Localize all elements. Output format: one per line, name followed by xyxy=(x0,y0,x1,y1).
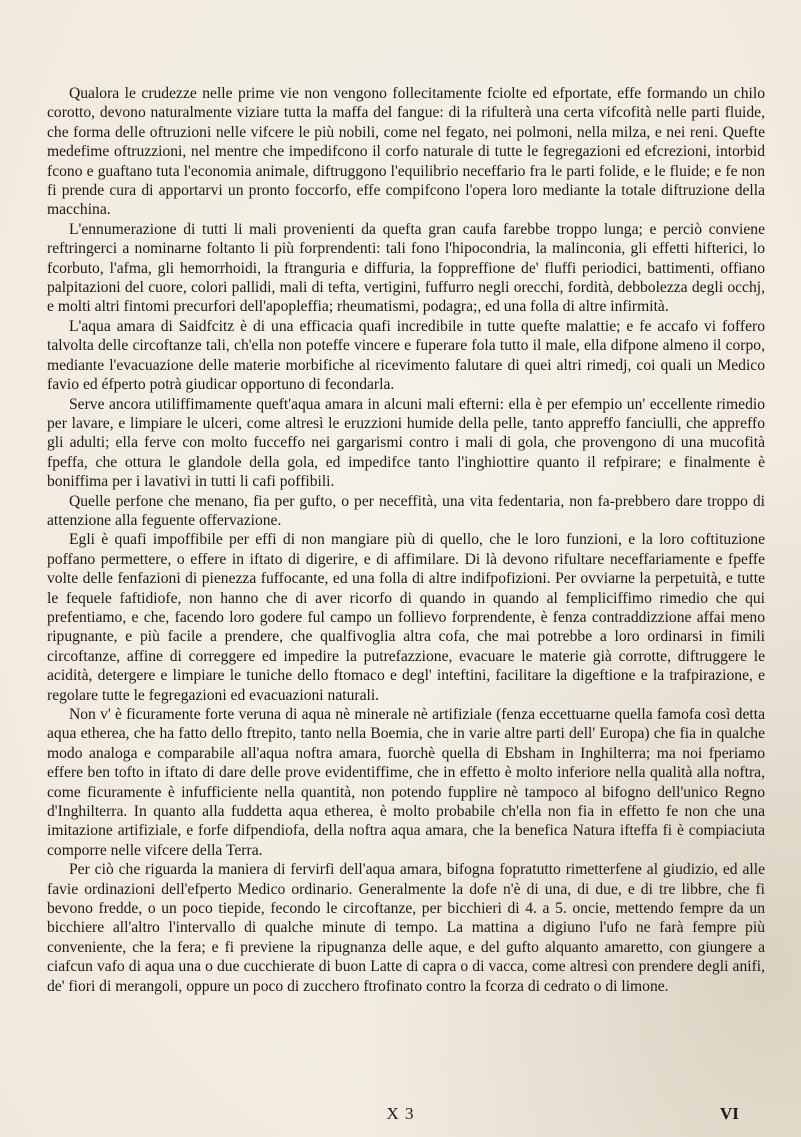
page-number: VI xyxy=(720,1104,739,1123)
paragraph-6: Egli è quafi impoffibile per effi di non mangiare più di quello, che le loro funzioni, e la loro coftituzione poffano permettere, o effere in iftato di digerire, e di affimilare. Di là devono rifultare neceffariamente e fpeffe volte delle fenfazioni di pienezza fuffocante, ed una folla di altre indifpofizioni. Per ovviarne la perpetuità, e tutte le fequele faftidiofe, non hanno che di aver ricorfo di quando in quando al fempliciffimo rimedio che qui prefentiamo, e che, facendo loro godere ful campo un follievo forprendente, è fenza contraddizzione affai meno ripugnante, e più facile a prendere, che qualfivoglia altra cofa, che mai potrebbe a loro ordinarsi in fimili circoftanze, affine di correggere ed impedire la putrefazzione, evacuare le materie già corrotte, diftruggere le acidità, detergere e limpiare le tuniche dello ftomaco e degl' inteftini, facilitare la digeftione e la trafpirazione, e regolare tutte le fegregazioni ed evacuazioni naturali. xyxy=(47,531,765,704)
paragraph-4: Serve ancora utiliffimamente queft'aqua amara in alcuni mali efterni: ella è per efempio un' eccellente rimedio per lavare, e limpiare le ulceri, come altresì le eruzzioni humide della pelle, tanto appreffo fanciulli, che appreffo gli adulti; ella ferve con molto fucceffo nei gargarismi contro i mali di gola, che provengono di una mucofità fpeffa, che ottura le glandole della gola, ed impedifce tanto l'inghiottire quanto il refpirare; e finalmente è boniffima per i lavativi in tutti li cafi poffibili. xyxy=(47,395,765,491)
body-text xyxy=(47,84,765,996)
signature-mark: X 3 xyxy=(386,1104,415,1123)
paragraph-2: L'ennumerazione di tutti li mali provenienti da quefta gran caufa farebbe troppo lunga; e perciò conviene reftringerci a nominarne foltanto li più forprendenti: tali fono l'hipocondria, la malinconia, gli effetti hifterici, lo fcorbuto, l'afma, gli hemorrhoidi, la ftranguria e diffuria, la foppreffione de' fluffi periodici, battimenti, offiano palpitazioni del cuore, colori pallidi, mali di tefta, vertigini, fuffurro negli orecchi, fordità, debbolezza degli occhj, e molti altri fintomi precurfori dell'apopleffia; rheumatismi, podagra;, ed una folla di altre infirmità. xyxy=(47,220,765,316)
paragraph-8: Per ciò che riguarda la maniera di fervirfi dell'aqua amara, bifogna fopratutto rimetterfene al giudizio, ed alle favie ordinazioni dell'efperto Medico ordinario. Generalmente la dofe n'è di una, di due, e di tre libbre, che fi bevono fredde, o un poco tiepide, fecondo le circoftanze, per bicchieri di 4. a 5. oncie, mettendo fempre da un bicchiere all'altro l'intervallo di qualche minute di tempo. La mattina a digiuno l'ufo ne farà fempre più conveniente, che la fera; e fi previene la ripugnanza delle aque, e del gufto alquanto amaretto, con giungere a ciafcun vafo di aqua una o due cucchierate di buon Latte di capra o di vacca, come altresì con prendere degli anifi, de' fiori di merangoli, oppure un poco di zucchero ftrofinato contro la fcorza di cedrato o di limone. xyxy=(47,861,765,995)
paragraph-5: Quelle perfone che menano, fia per gufto, o per neceffità, una vita fedentaria, non fa-prebbero dare troppo di attenzione alla feguente offervazione. xyxy=(47,492,765,529)
paragraph-1: Qualora le crudezze nelle prime vie non vengono follecitamente fciolte ed efportate, effe formando un chilo corotto, devono naturalmente viziare tutta la maffa del fangue: di la rifulterà una certa vifcofità nelle parti fluide, che forma delle oftruzioni nelle vifcere le più nobili, come nel fegato, nei polmoni, nella milza, e nei reni. Quefte medefime oftruzzioni, nel mentre che impedifcono il corfo naturale di tutte le fegregazioni ed efcrezioni, intorbid fcono e guaftano tuta l'economia animale, diftruggono l'equilibrio neceffario fra le parti folide, e le fluide; e fe non fi prende cura di apportarvi un pronto foccorfo, effe compifcono l'opera loro mediante la totale diftruzione della macchina. xyxy=(47,85,765,219)
paragraph-7: Non v' è ficuramente forte veruna di aqua nè minerale nè artifiziale (fenza eccettuarne quella famofa così detta aqua etherea, che ha fatto dello ftrepito, tanto nella Boemia, che in varie altre parti dell' Europa) che fia in qualche modo analoga e comparabile all'aqua noftra amara, fuorchè quella di Ebsham in Inghilterra; ma noi fperiamo effere ben tofto in iftato di dare delle prove evidentiffime, che in effetto è molto inferiore nella qualità alla noftra, come ficuramente è infufficiente nella quantità, non potendo fupplire nè tampoco al bifogno dell'unico Regno d'Inghilterra. In quanto alla fuddetta aqua etherea, è molto probabile ch'ella non fia in effetto fe non che una imitazione artifiziale, e forfe difpendiofa, della noftra aqua amara, che la benefica Natura ifteffa fi è compiaciuta comporre nelle vifcere della Terra. xyxy=(47,706,765,859)
paragraph-3: L'aqua amara di Saidfcitz è di una efficacia quafi incredibile in tutte quefte malattie; e fe accafo vi foffero talvolta delle circoftanze tali, ch'ella non poteffe vincere e fuperare fola tutto il male, ella difpone almeno il corpo, mediante l'evacuazione delle materie morbifiche al ricevimento falutare di quei altri rimedj, coi quali un Medico favio ed éfperto potrà giudicar opportuno di fecondarla. xyxy=(47,317,765,394)
